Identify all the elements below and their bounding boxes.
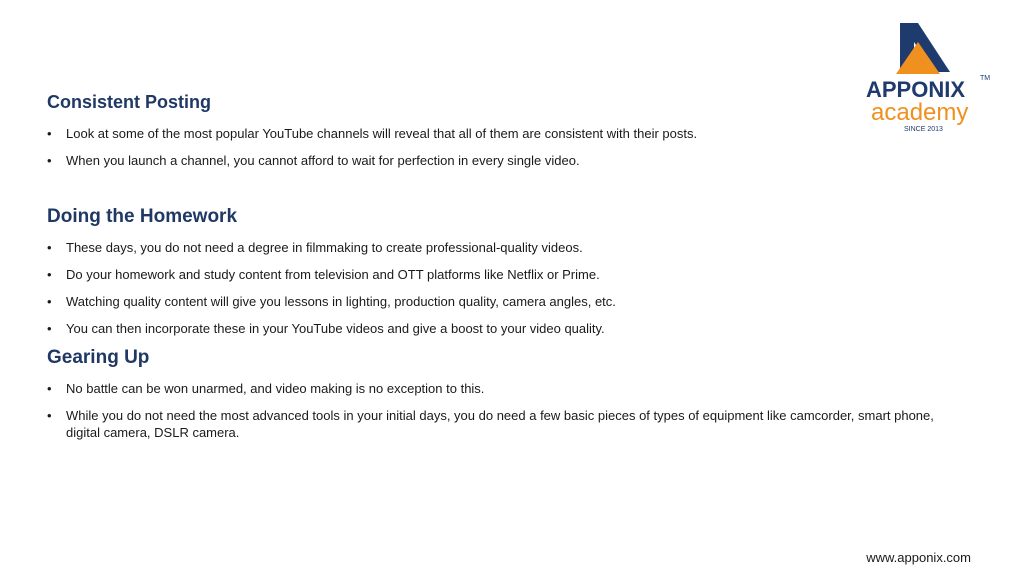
logo-tm-text: TM bbox=[980, 75, 991, 82]
section-heading-doing-the-homework: Doing the Homework bbox=[47, 206, 238, 227]
logo-since-text: SINCE 2013 bbox=[904, 126, 943, 133]
section-heading-gearing-up: Gearing Up bbox=[47, 347, 150, 368]
apponix-academy-logo bbox=[858, 20, 998, 138]
bullet-item bbox=[47, 380, 947, 397]
bullet-text: Look at some of the most popular YouTube channels will reveal that all of them are consistent with their posts. bbox=[66, 126, 698, 141]
bullet-dot: • bbox=[47, 240, 52, 255]
bullet-text: Watching quality content will give you lessons in lighting, production quality, camera angles, etc. bbox=[66, 294, 616, 309]
bullet-text: While you do not need the most advanced tools in your initial days, you do need a few basic pieces of types of equipment like camcorder, smart phone, digital camera, DSLR camera. bbox=[66, 408, 934, 440]
bullet-dot: • bbox=[47, 408, 52, 423]
bullet-text: No battle can be won unarmed, and video making is no exception to this. bbox=[66, 381, 485, 396]
bullet-dot: • bbox=[47, 153, 52, 168]
bullet-text: These days, you do not need a degree in filmmaking to create professional-quality videos. bbox=[66, 240, 583, 255]
bullet-text: When you launch a channel, you cannot afford to wait for perfection in every single video. bbox=[66, 153, 580, 168]
bullet-item bbox=[47, 407, 947, 441]
bullet-item bbox=[47, 293, 947, 310]
bullet-dot: • bbox=[47, 126, 52, 141]
bullet-item bbox=[47, 152, 947, 169]
logo-sub-text: academy bbox=[871, 99, 969, 126]
bullet-item bbox=[47, 239, 947, 256]
bullet-dot: • bbox=[47, 267, 52, 282]
bullet-item bbox=[47, 320, 947, 337]
bullet-text: Do your homework and study content from television and OTT platforms like Netflix or Prime. bbox=[66, 267, 600, 282]
bullet-item bbox=[47, 266, 947, 283]
section-heading-consistent-posting: Consistent Posting bbox=[47, 92, 212, 112]
bullet-text: You can then incorporate these in your YouTube videos and give a boost to your video quality. bbox=[66, 321, 605, 336]
logo-brand-text: APPONIX bbox=[866, 77, 966, 102]
bullet-dot: • bbox=[47, 321, 52, 336]
bullet-dot: • bbox=[47, 381, 52, 396]
apponix-logo-graphic bbox=[858, 20, 998, 138]
bullet-dot: • bbox=[47, 294, 52, 309]
bullet-item bbox=[47, 125, 947, 142]
footer-website-url: www.apponix.com bbox=[866, 550, 971, 565]
